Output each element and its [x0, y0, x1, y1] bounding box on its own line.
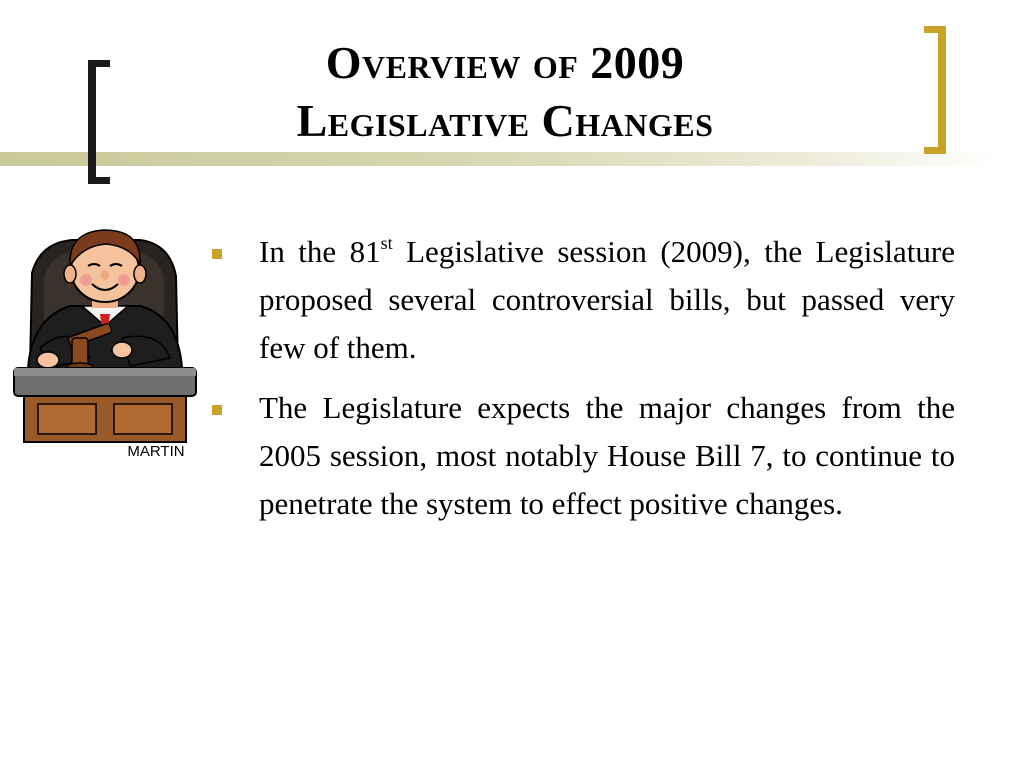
bullet-square-icon: [212, 405, 222, 415]
bullet-list: [210, 228, 955, 540]
bullet-text: The Legislature expects the major changes from the 2005 session, most notably House Bill 7, to continue to penetrate the system to effect positive changes.: [259, 390, 955, 521]
clipart-caption: MARTIN: [127, 443, 185, 460]
title-divider-rule: [0, 152, 1000, 166]
bullet-item: [210, 384, 955, 528]
bullet-item: [210, 228, 955, 372]
slide-title-line-2: Legislative Changes: [296, 95, 714, 146]
slide-title-line-1: Overview of 2009: [325, 37, 685, 88]
left-bracket-decoration: [88, 60, 110, 184]
right-bracket-decoration: [924, 26, 946, 154]
bullet-text-superscript: st: [380, 233, 393, 253]
slide-title: [140, 34, 870, 150]
bullet-square-icon: [212, 249, 222, 259]
bullet-text-rest: Legislative session (2009), the Legislature proposed several controversial bills, but passed very few of them.: [259, 234, 955, 365]
judge-clipart: [10, 218, 200, 462]
bullet-text-prefix: In the 81: [259, 234, 381, 269]
